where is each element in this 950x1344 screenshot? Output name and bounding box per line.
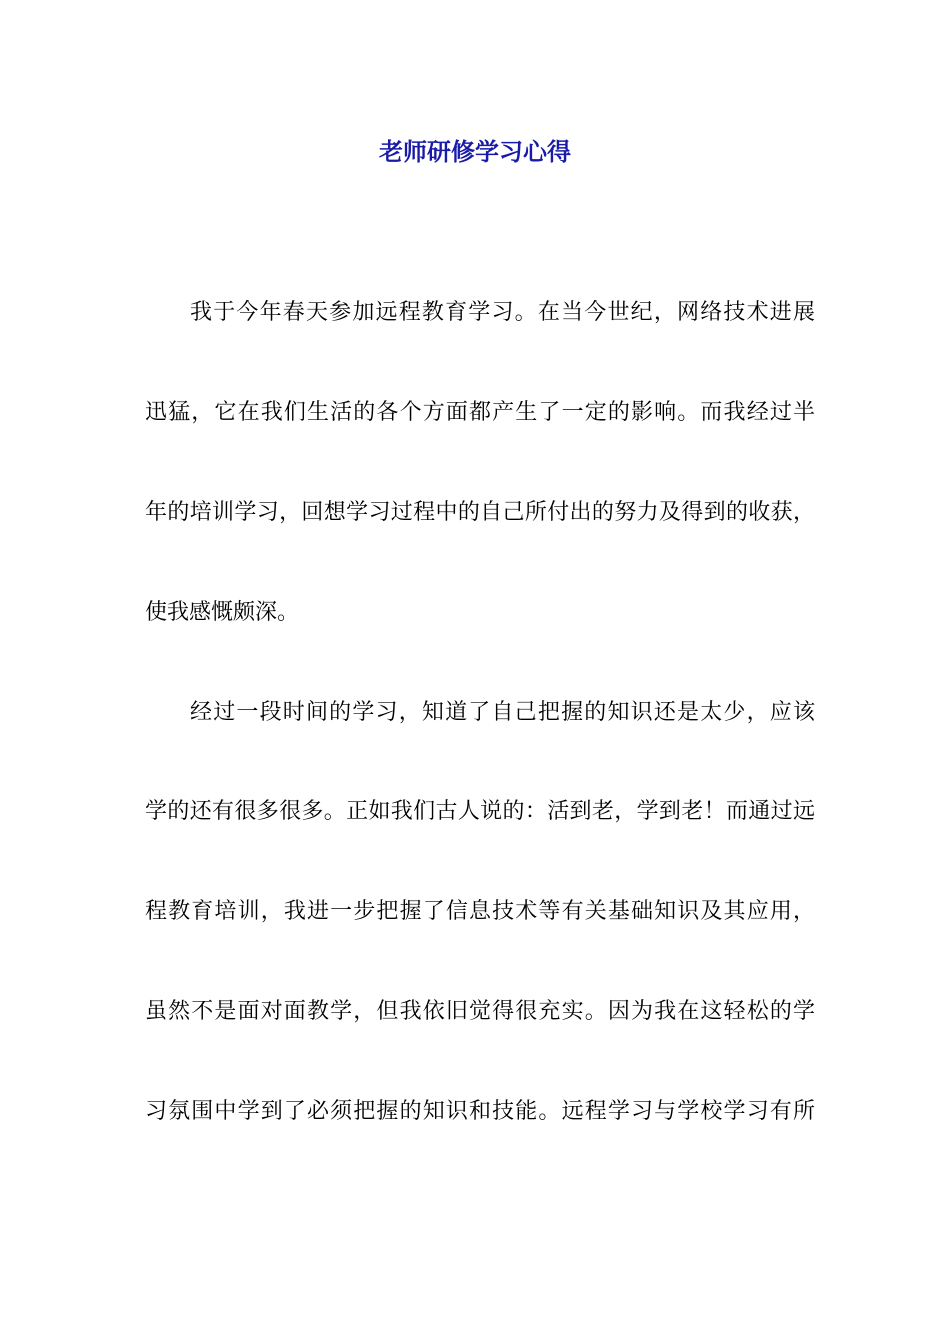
paragraph-line: 迅猛，它在我们生活的各个方面都产生了一定的影响。而我经过半	[145, 400, 815, 425]
paragraph-line: 习氛围中学到了必须把握的知识和技能。远程学习与学校学习有所	[145, 1099, 815, 1124]
paragraph-line: 虽然不是面对面教学，但我依旧觉得很充实。因为我在这轻松的学	[145, 999, 815, 1024]
paragraph-line: 经过一段时间的学习，知道了自己把握的知识还是太少，应该	[190, 700, 815, 725]
paragraph-line: 年的培训学习，回想学习过程中的自己所付出的努力及得到的收获，	[145, 500, 815, 525]
document-title: 老师研修学习心得	[379, 138, 571, 166]
paragraph-line: 学的还有很多很多。正如我们古人说的：活到老，学到老！而通过远	[145, 799, 815, 824]
paragraph-line: 我于今年春天参加远程教育学习。在当今世纪，网络技术进展	[190, 300, 815, 325]
paragraph-line: 使我感慨颇深。	[145, 600, 300, 625]
paragraph-line: 程教育培训，我进一步把握了信息技术等有关基础知识及其应用，	[145, 899, 815, 924]
